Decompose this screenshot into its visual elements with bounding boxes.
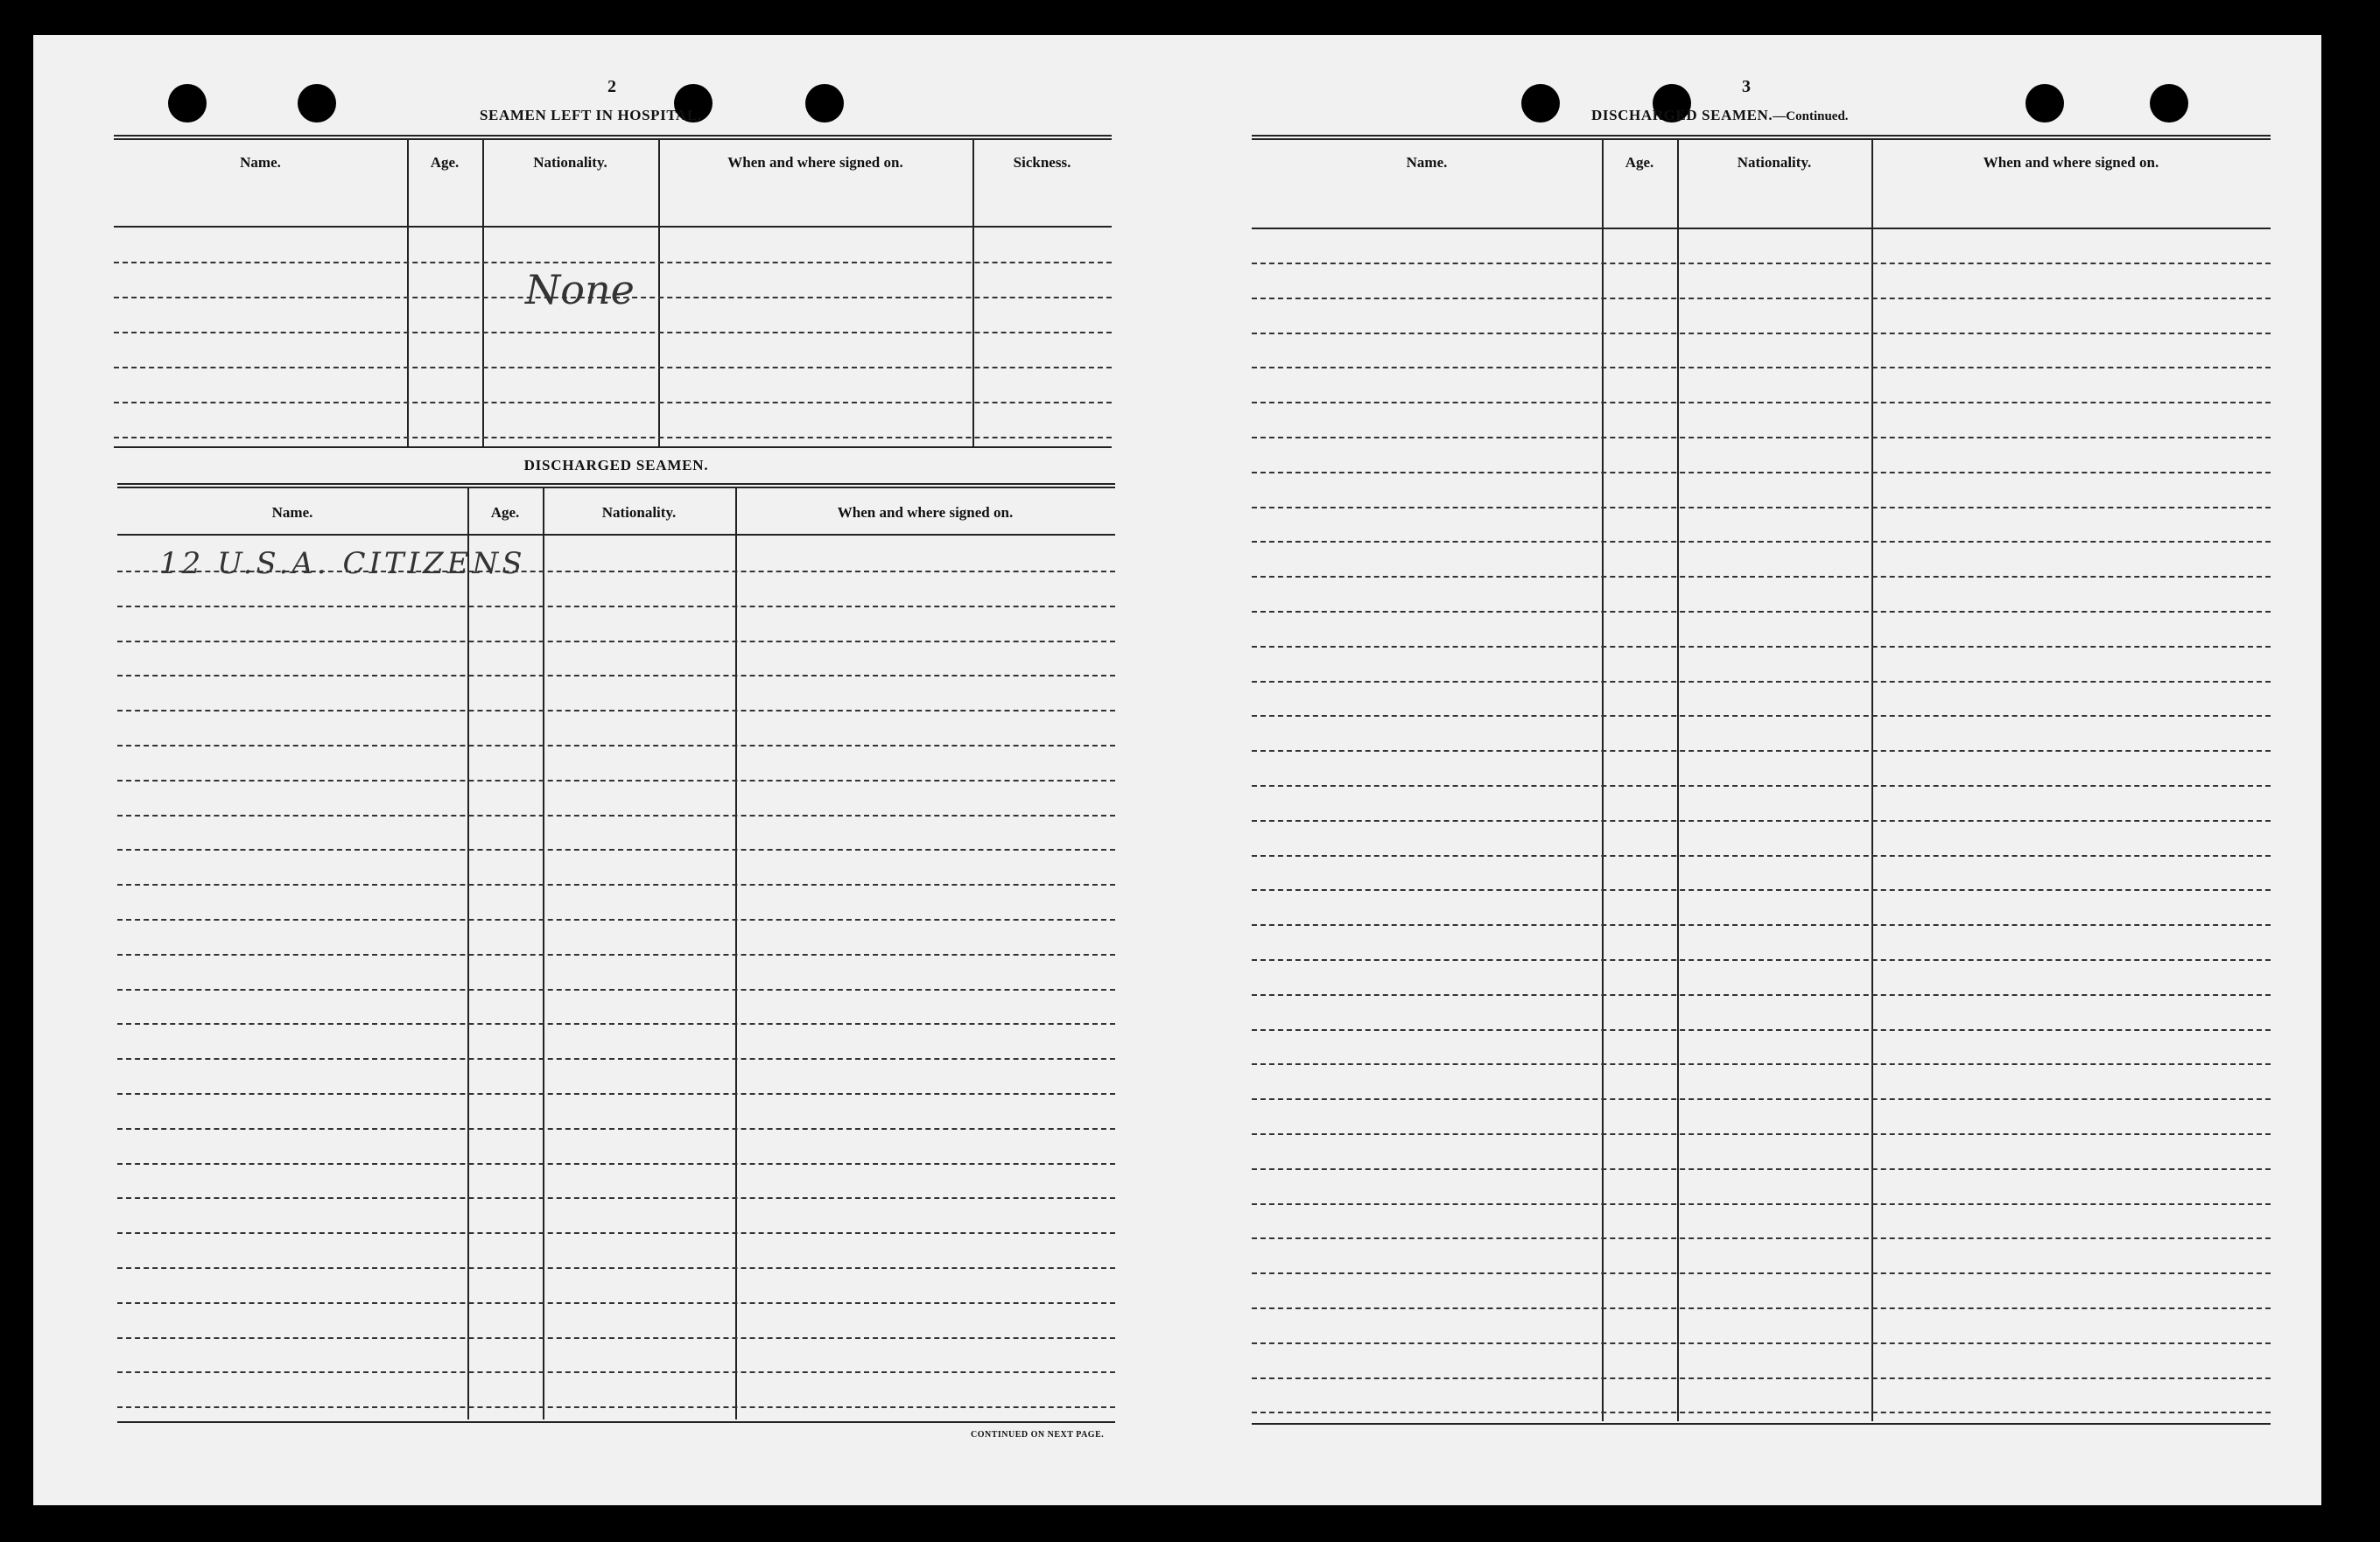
ruling-line xyxy=(117,1232,1115,1234)
section-title-discharged: DISCHARGED SEAMEN. xyxy=(523,457,709,473)
ruling-line xyxy=(117,989,1115,991)
ruling-line xyxy=(1252,298,2271,299)
ruling-line xyxy=(1252,402,2271,403)
ruling-line xyxy=(117,780,1115,782)
section-title-discharged-continued xyxy=(1591,107,1849,124)
ruling-line xyxy=(1252,959,2271,961)
ruling-line xyxy=(1252,1203,2271,1205)
ruling-line xyxy=(1252,1098,2271,1100)
continued-footer: CONTINUED ON NEXT PAGE. xyxy=(971,1430,1105,1440)
col-header-signed-on: When and where signed on. xyxy=(1983,154,2159,171)
ruling-line xyxy=(117,571,1115,572)
title-text: DISCHARGED SEAMEN. xyxy=(1591,107,1773,123)
ruling-line xyxy=(1252,576,2271,578)
punch-hole xyxy=(2025,84,2064,123)
ruling-line xyxy=(1252,1029,2271,1031)
ruling-line xyxy=(117,1128,1115,1130)
ruling-line xyxy=(1252,889,2271,891)
col-header-name: Name. xyxy=(240,154,281,171)
punch-hole xyxy=(298,84,336,123)
ruling-line xyxy=(1252,1168,2271,1170)
ruling-line xyxy=(117,1406,1115,1408)
ruling-line xyxy=(1252,855,2271,857)
ruling-line xyxy=(1252,1412,2271,1413)
ruling-line xyxy=(117,1163,1115,1165)
punch-hole xyxy=(2150,84,2188,123)
ruling-line xyxy=(1252,1063,2271,1065)
document-sheet xyxy=(33,35,2321,1505)
ruling-line xyxy=(1252,1133,2271,1135)
ruling-line xyxy=(117,675,1115,676)
ruling-line xyxy=(1252,750,2271,752)
col-header-nationality: Nationality. xyxy=(533,154,607,171)
ruling-line xyxy=(117,1337,1115,1339)
ruling-line xyxy=(1252,367,2271,368)
handwritten-citizens: 12 U.S.A. CITIZENS xyxy=(159,546,526,581)
ruling-line xyxy=(117,1302,1115,1304)
ruling-line xyxy=(117,1197,1115,1199)
ruling-line xyxy=(1252,1272,2271,1274)
ruling-line xyxy=(1252,1377,2271,1379)
ruling-line xyxy=(117,1058,1115,1060)
ruling-line xyxy=(1252,1307,2271,1309)
punch-hole xyxy=(168,84,207,123)
hospital-table xyxy=(114,135,1112,450)
ruling-line xyxy=(1252,437,2271,438)
col-header-signed-on: When and where signed on. xyxy=(837,504,1014,521)
ruling-line xyxy=(1252,611,2271,613)
punch-hole xyxy=(805,84,844,123)
col-header-age: Age. xyxy=(490,504,520,521)
ruling-line xyxy=(117,710,1115,711)
col-header-nationality: Nationality. xyxy=(601,504,677,521)
ruling-line xyxy=(117,815,1115,817)
col-header-sickness: Sickness. xyxy=(1013,154,1071,171)
ruling-line xyxy=(1252,785,2271,787)
col-header-age: Age. xyxy=(430,154,460,171)
col-header-age: Age. xyxy=(1625,154,1654,171)
page-number: 2 xyxy=(607,77,616,96)
ruling-line xyxy=(1252,507,2271,508)
discharged-continued-table xyxy=(1252,135,2271,1430)
ruling-line xyxy=(1252,1237,2271,1239)
ruling-line xyxy=(117,606,1115,607)
ruling-line xyxy=(1252,1342,2271,1344)
ruling-line xyxy=(117,919,1115,921)
ruling-line xyxy=(117,641,1115,642)
discharged-table xyxy=(117,450,1115,1456)
punch-hole xyxy=(1521,84,1560,123)
ruling-line xyxy=(1252,681,2271,683)
col-header-name: Name. xyxy=(271,504,313,521)
ruling-line xyxy=(117,1267,1115,1269)
ruling-line xyxy=(117,954,1115,956)
ruling-line xyxy=(1252,715,2271,717)
ruling-line xyxy=(117,1093,1115,1095)
ruling-line xyxy=(1252,472,2271,473)
ruling-line xyxy=(1252,646,2271,648)
ruling-line xyxy=(1252,994,2271,996)
col-header-signed-on: When and where signed on. xyxy=(727,154,903,171)
ruling-line xyxy=(1252,820,2271,822)
ruling-line xyxy=(1252,924,2271,926)
col-header-nationality: Nationality. xyxy=(1737,154,1812,171)
ruling-line xyxy=(117,884,1115,886)
ruling-line xyxy=(1252,263,2271,264)
col-header-name: Name. xyxy=(1406,154,1448,171)
section-title-hospital: SEAMEN LEFT IN HOSPITAL. xyxy=(480,107,702,123)
handwritten-none: None xyxy=(525,266,635,313)
title-suffix: —Continued. xyxy=(1773,109,1849,123)
ruling-line xyxy=(1252,333,2271,334)
ruling-line xyxy=(117,849,1115,851)
ruling-line xyxy=(117,1023,1115,1025)
page-number: 3 xyxy=(1742,77,1751,96)
ruling-line xyxy=(117,745,1115,746)
ruling-line xyxy=(117,1371,1115,1373)
ruling-line xyxy=(1252,541,2271,543)
